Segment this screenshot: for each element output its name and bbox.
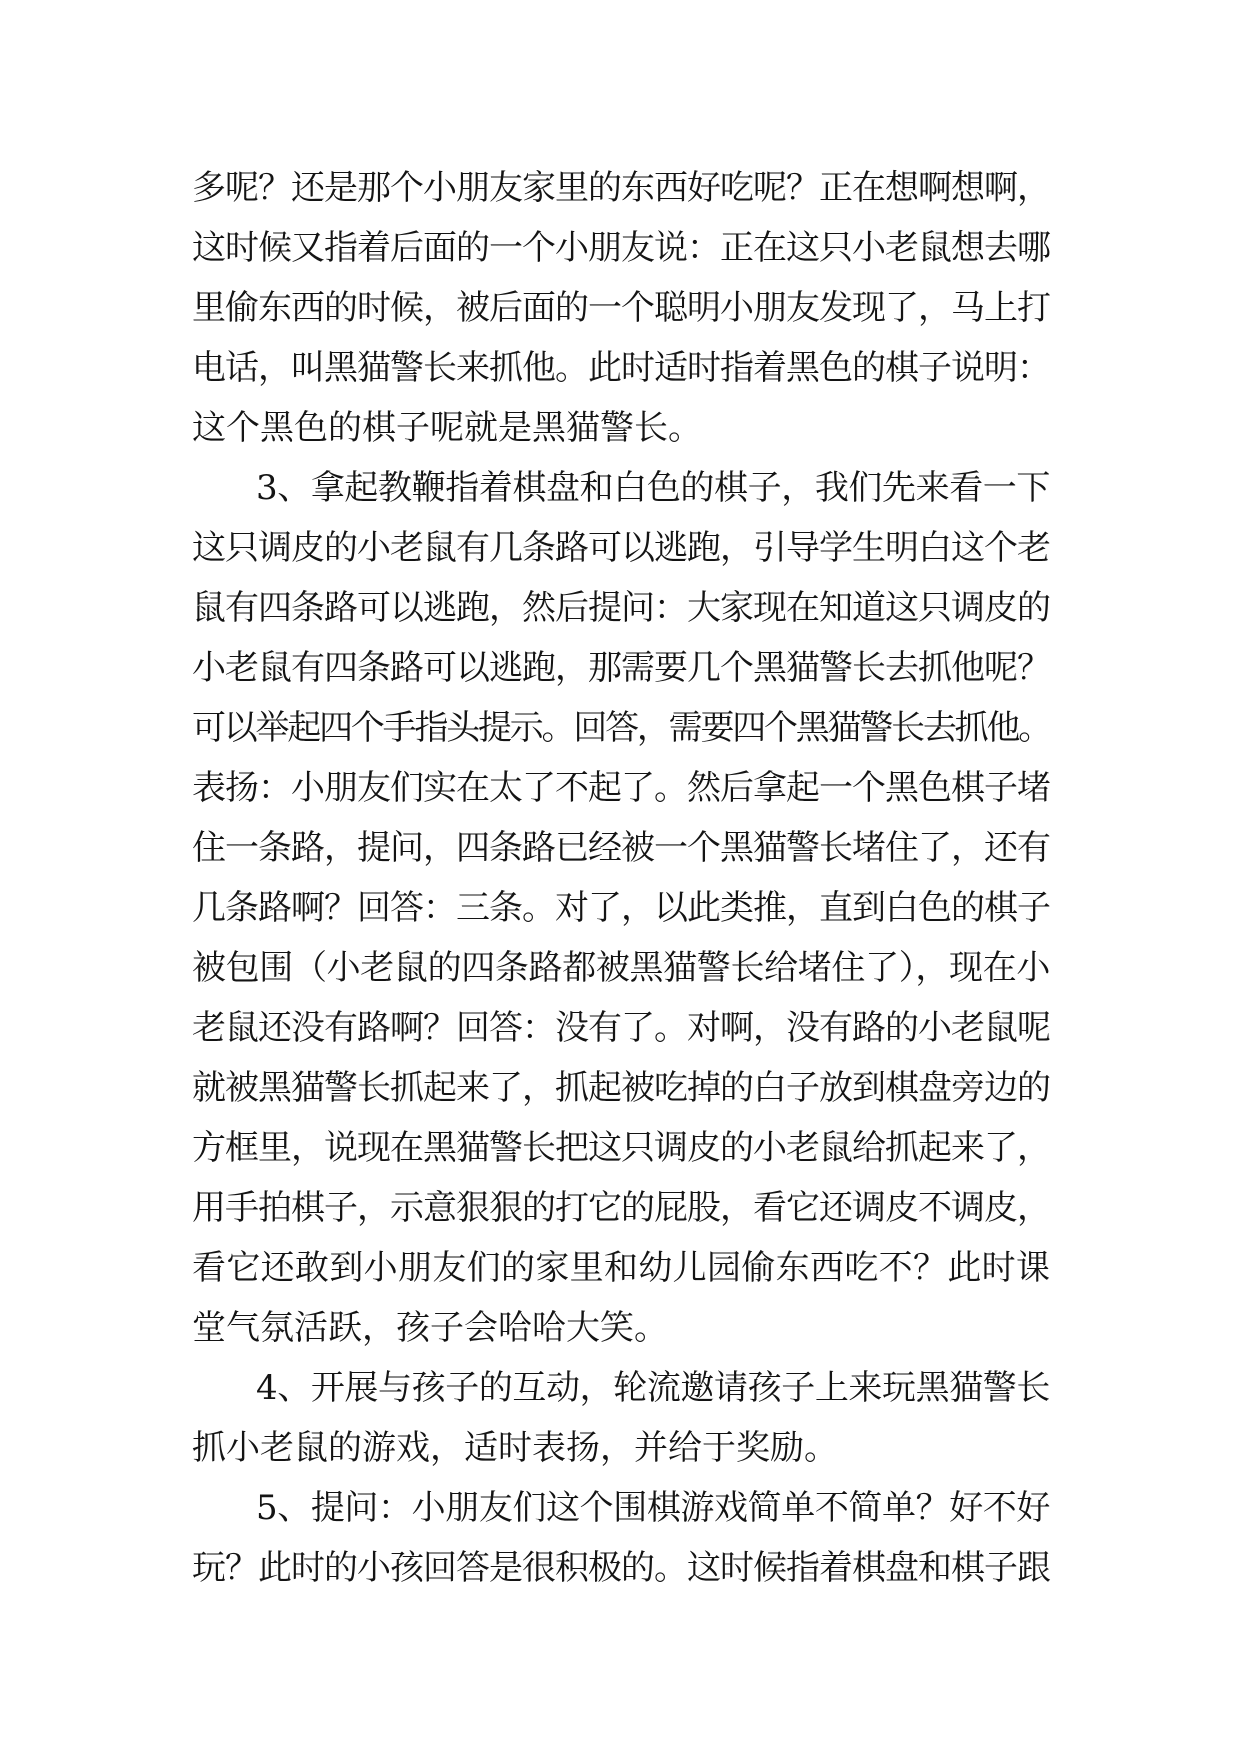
text-line: 就被黑猫警长抓起来了，抓起被吃掉的白子放到棋盘旁边的 (192, 1068, 1050, 1108)
text-line: 里偷东西的时候，被后面的一个聪明小朋友发现了，马上打 (192, 288, 1050, 328)
text-line: 玩？此时的小孩回答是很积极的。这时候指着棋盘和棋子跟 (192, 1548, 1050, 1588)
text-line: 用手拍棋子，示意狠狠的打它的屁股，看它还调皮不调皮， (192, 1188, 1050, 1228)
text-line: 这只调皮的小老鼠有几条路可以逃跑，引导学生明白这个老 (192, 528, 1050, 568)
text-line: 这时候又指着后面的一个小朋友说：正在这只小老鼠想去哪 (192, 228, 1050, 268)
text-line: 被包围（小老鼠的四条路都被黑猫警长给堵住了），现在小 (192, 948, 1050, 988)
text-line: 几条路啊？回答：三条。对了，以此类推，直到白色的棋子 (192, 888, 1050, 928)
paragraph-3-first-line: 3、拿起教鞭指着棋盘和白色的棋子，我们先来看一下 (256, 468, 1050, 508)
text-line: 老鼠还没有路啊？回答：没有了。对啊，没有路的小老鼠呢 (192, 1008, 1050, 1048)
text-line: 方框里，说现在黑猫警长把这只调皮的小老鼠给抓起来了， (192, 1128, 1050, 1168)
text-line: 电话，叫黑猫警长来抓他。此时适时指着黑色的棋子说明： (192, 348, 1050, 388)
text-line: 住一条路，提问，四条路已经被一个黑猫警长堵住了，还有 (192, 828, 1050, 868)
paragraph-5-first-line: 5、提问：小朋友们这个围棋游戏简单不简单？好不好 (256, 1488, 1050, 1528)
text-line: 堂气氛活跃，孩子会哈哈大笑。 (192, 1308, 668, 1348)
text-line: 小老鼠有四条路可以逃跑，那需要几个黑猫警长去抓他呢？ (192, 648, 1050, 688)
text-line: 看它还敢到小朋友们的家里和幼儿园偷东西吃不？此时课 (192, 1248, 1050, 1288)
text-line: 这个黑色的棋子呢就是黑猫警长。 (192, 408, 702, 448)
text-line: 抓小老鼠的游戏，适时表扬，并给于奖励。 (192, 1428, 838, 1468)
text-line: 鼠有四条路可以逃跑，然后提问：大家现在知道这只调皮的 (192, 588, 1050, 628)
text-line: 多呢？还是那个小朋友家里的东西好吃呢？正在想啊想啊， (192, 168, 1050, 208)
text-line: 可以举起四个手指头提示。回答，需要四个黑猫警长去抓他。 (192, 708, 1050, 748)
text-line: 表扬：小朋友们实在太了不起了。然后拿起一个黑色棋子堵 (192, 768, 1050, 808)
paragraph-4-first-line: 4、开展与孩子的互动，轮流邀请孩子上来玩黑猫警长 (256, 1368, 1050, 1408)
